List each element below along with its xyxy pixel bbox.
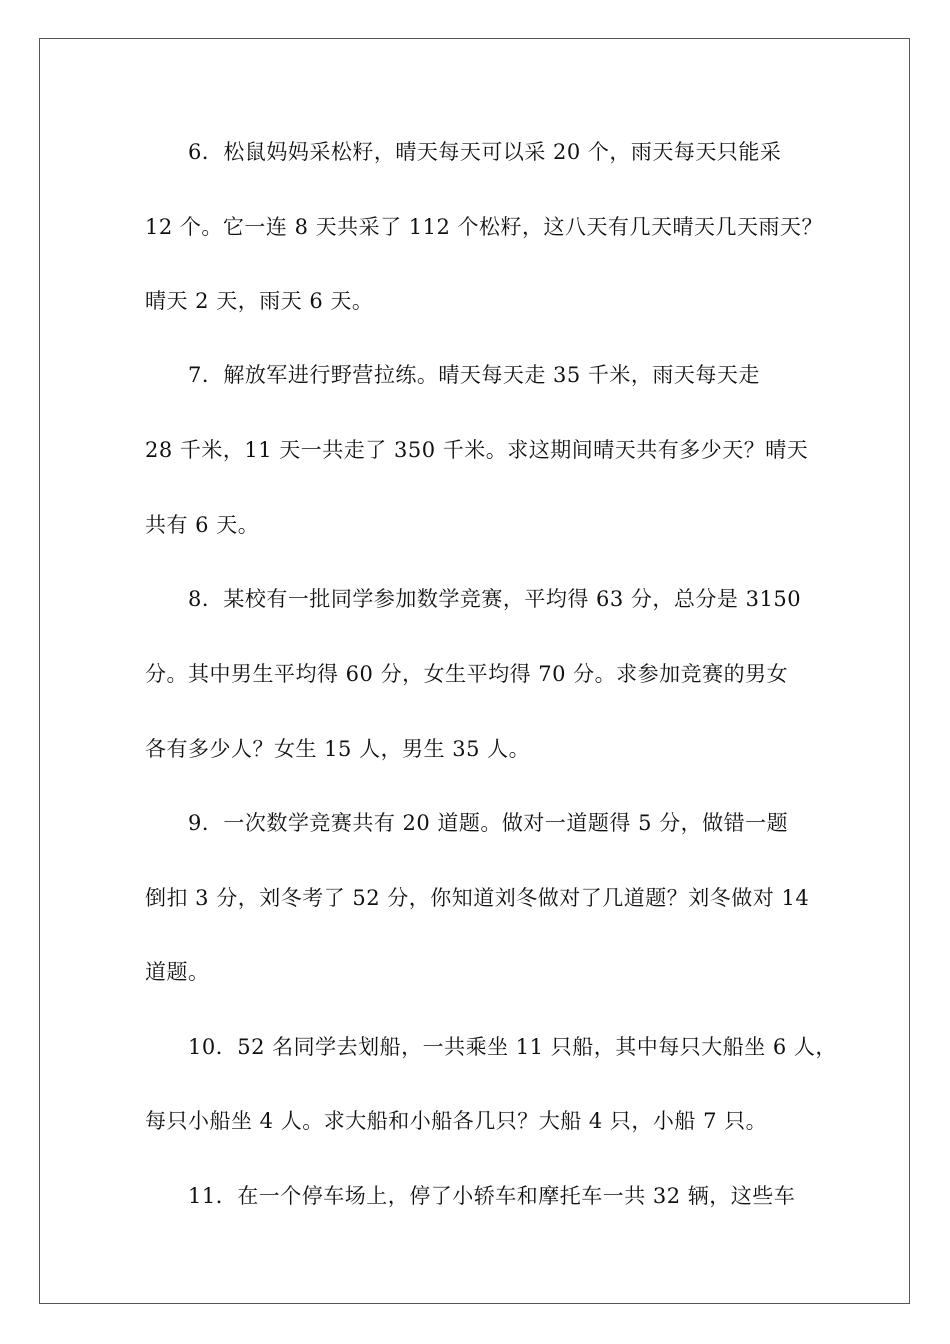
problem-7-line-2: 28 千米，11 天一共走了 350 千米。求这期间晴天共有多少天？晴天	[145, 438, 809, 462]
problem-6-line-1: 6．松鼠妈妈采松籽，晴天每天可以采 20 个，雨天每天只能采	[188, 140, 782, 164]
problem-8-answer: 各有多少人？女生 15 人，男生 35 人。	[145, 737, 531, 761]
problem-9-line-2: 倒扣 3 分，刘冬考了 52 分，你知道刘冬做对了几道题？刘冬做对 14	[145, 886, 810, 910]
problem-10-line-2: 每只小船坐 4 人。求大船和小船各几只？大船 4 只，小船 7 只。	[145, 1109, 768, 1133]
problem-9-line-1: 9．一次数学竞赛共有 20 道题。做对一道题得 5 分，做错一题	[188, 811, 789, 835]
problem-11-line-1: 11．在一个停车场上，停了小轿车和摩托车一共 32 辆，这些车	[188, 1184, 796, 1208]
problem-9-answer: 道题。	[145, 960, 210, 984]
problem-6-line-2: 12 个。它一连 8 天共采了 112 个松籽，这八天有几天晴天几天雨天？	[145, 215, 824, 239]
problem-8-line-1: 8．某校有一批同学参加数学竞赛，平均得 63 分，总分是 3150	[188, 587, 802, 611]
problem-7-line-1: 7．解放军进行野营拉练。晴天每天走 35 千米，雨天每天走	[188, 363, 760, 387]
problem-6-answer: 晴天 2 天，雨天 6 天。	[145, 289, 374, 313]
problem-10-line-1: 10．52 名同学去划船，一共乘坐 11 只船，其中每只大船坐 6 人，	[188, 1035, 837, 1059]
problem-7-answer: 共有 6 天。	[145, 513, 260, 537]
problem-8-line-2: 分。其中男生平均得 60 分，女生平均得 70 分。求参加竞赛的男女	[145, 662, 789, 686]
